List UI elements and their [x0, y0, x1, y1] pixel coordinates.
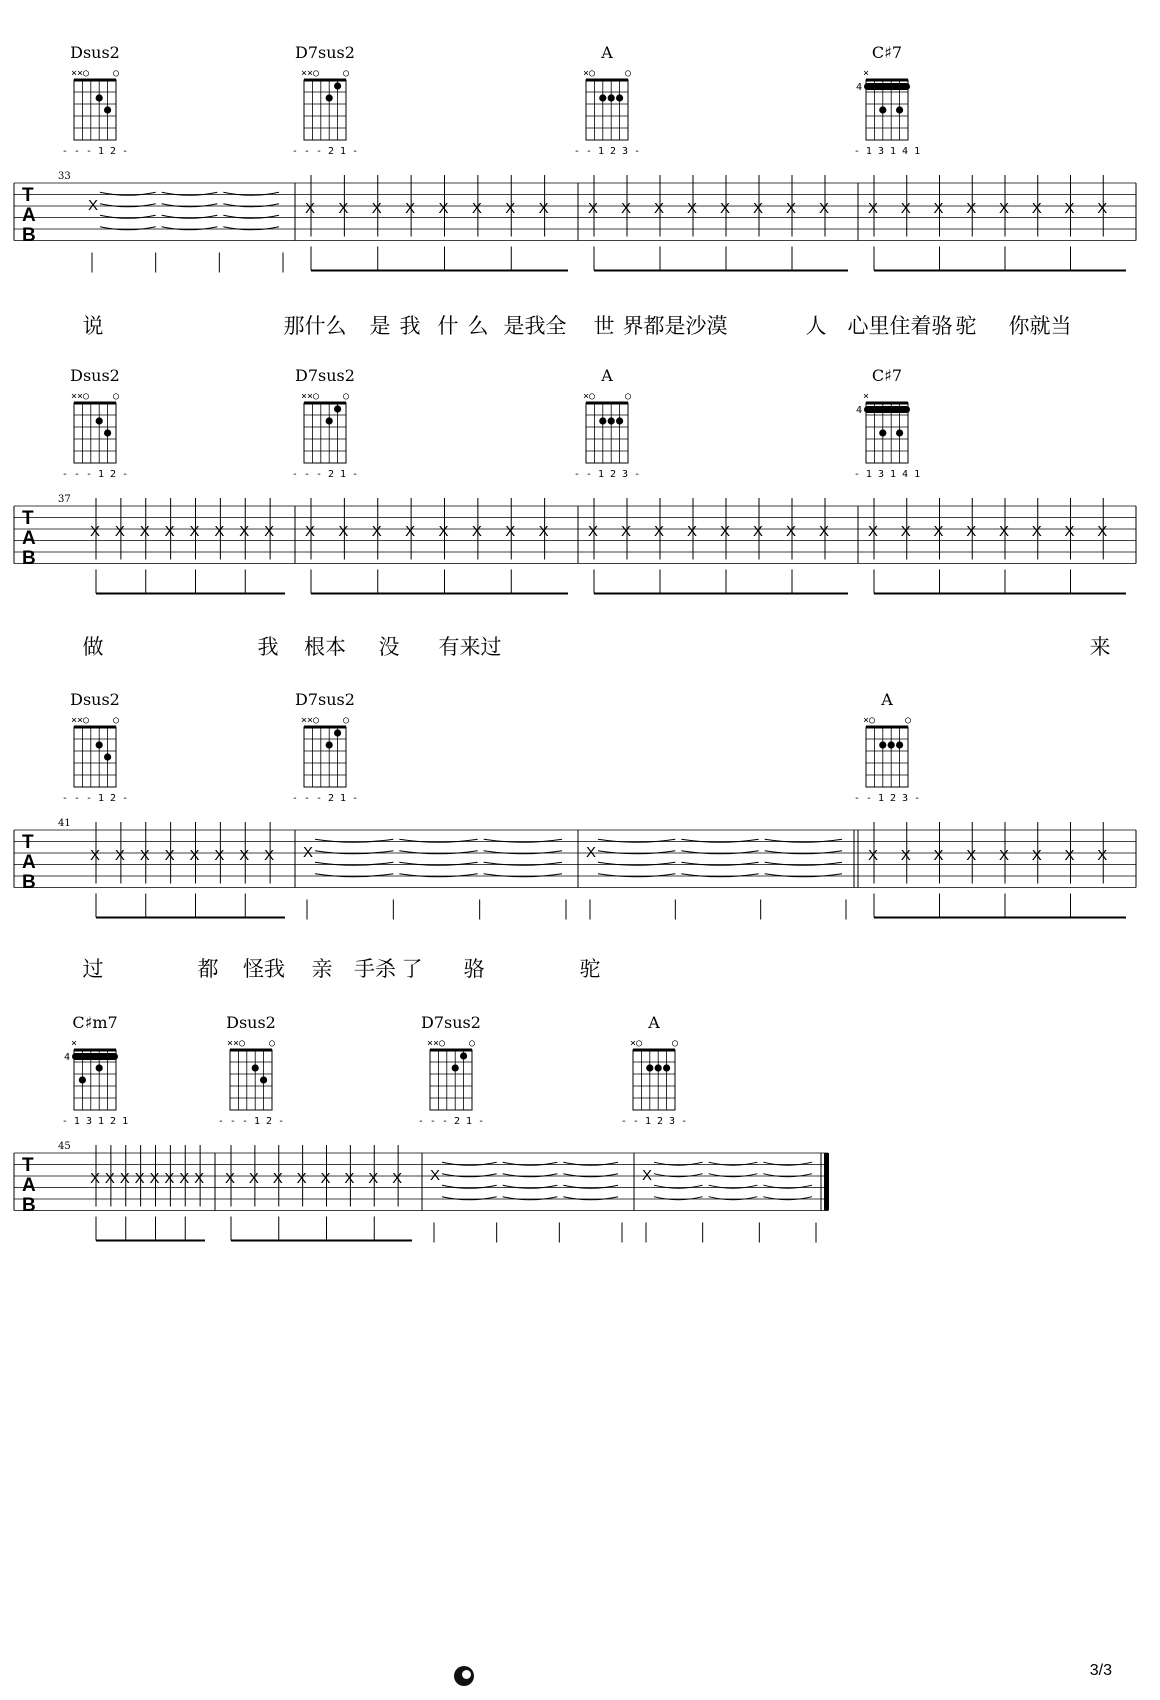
chord-name: C♯7: [871, 366, 903, 385]
tab-staff: [14, 818, 1136, 920]
strum-x: X: [392, 1169, 403, 1187]
strum-x: X: [538, 199, 549, 217]
strum-x: X: [214, 522, 225, 540]
strum-x: X: [104, 1169, 115, 1187]
finger-dot: [663, 1064, 670, 1071]
bar-number: 33: [58, 171, 71, 182]
strum-x: X: [1097, 199, 1108, 217]
finger-dot: [460, 1052, 467, 1059]
system-1: [14, 43, 1136, 338]
tab-clef-letter: B: [22, 548, 36, 569]
page-number: 3/3: [1089, 1662, 1112, 1679]
strum-x: X: [1097, 522, 1108, 540]
strum-x: X: [900, 522, 911, 540]
chord-diagram-D7sus2: [418, 1013, 484, 1127]
chord-diagram-Cs7: [854, 366, 920, 480]
lyric-syllable: 是: [369, 314, 391, 338]
tab-clef-letter: T: [22, 1155, 34, 1176]
strum-x: X: [868, 846, 879, 864]
finger-dot: [104, 753, 111, 760]
strum-x: X: [305, 522, 316, 540]
chord-diagram-Dsus2: [62, 690, 128, 804]
chord-diagram-A: [574, 366, 640, 480]
publisher-logo: [454, 1666, 474, 1686]
tab-clef-letter: T: [22, 832, 34, 853]
chord-name: A: [601, 43, 613, 62]
strum-x: X: [900, 846, 911, 864]
finger-dot: [896, 106, 903, 113]
finger-dot: [252, 1064, 259, 1071]
chord-grid: [430, 1050, 472, 1110]
strum-x: X: [1064, 522, 1075, 540]
chord-grid: [586, 80, 628, 140]
muted-open-strings: ××○: [301, 391, 320, 402]
strum-x: X: [786, 199, 797, 217]
strum-x: X: [753, 522, 764, 540]
strum-x: X: [1064, 846, 1075, 864]
finger-dot: [334, 82, 341, 89]
muted-open-strings: ××○: [301, 68, 320, 79]
open-string-mark: ○: [113, 715, 120, 726]
tab-clef-letter: T: [22, 185, 34, 206]
strum-x: X: [966, 846, 977, 864]
strum-x: X: [438, 199, 449, 217]
strum-x: X: [239, 522, 250, 540]
chord-grid: [633, 1050, 675, 1110]
finger-dot: [326, 417, 333, 424]
finger-dot: [599, 94, 606, 101]
strum-x: X: [999, 199, 1010, 217]
strum-x: X: [149, 1169, 160, 1187]
strum-x: X: [1097, 846, 1108, 864]
muted-open-strings: ×○: [583, 68, 596, 79]
muted-open-strings: ×○: [630, 1038, 643, 1049]
chord-grid: [586, 403, 628, 463]
strum-x: X: [1031, 522, 1042, 540]
chord-diagram-Dsus2: [218, 1013, 284, 1127]
finger-dot: [646, 1064, 653, 1071]
chord-grid: [304, 403, 346, 463]
strum-x: X: [538, 522, 549, 540]
strum-x: X: [90, 846, 101, 864]
fret-label: 4: [856, 405, 863, 416]
fingering-label: - 1 3 1 2 1: [61, 1116, 129, 1127]
fingering-label: - - - 2 1 -: [291, 146, 359, 157]
muted-open-strings: ××○: [71, 391, 90, 402]
finger-dot: [616, 417, 623, 424]
fingering-label: - - - 1 2 -: [217, 1116, 285, 1127]
lyric-syllable: 界都是沙漠: [622, 314, 728, 338]
chord-name: D7sus2: [295, 366, 355, 385]
lyric-syllable: 什: [437, 314, 459, 338]
strum-x: X: [296, 1169, 307, 1187]
muted-open-strings: ××○: [71, 68, 90, 79]
barre: [864, 83, 910, 90]
barre: [864, 406, 910, 413]
chord-name: A: [881, 690, 893, 709]
strum-x: X: [189, 522, 200, 540]
strum-x: X: [405, 522, 416, 540]
strum-x: X: [134, 1169, 145, 1187]
open-string-mark: ○: [672, 1038, 679, 1049]
chord-diagram-Dsus2: [62, 43, 128, 157]
strum-x: X: [588, 522, 599, 540]
strum-x: X: [214, 846, 225, 864]
fret-label: 4: [856, 82, 863, 93]
open-string-mark: ○: [343, 68, 350, 79]
tab-clef-letter: T: [22, 508, 34, 529]
strum-x: X: [654, 522, 665, 540]
finger-dot: [888, 741, 895, 748]
strum-x: X: [338, 199, 349, 217]
lyric-syllable: 驼: [579, 957, 601, 981]
strum-x: X: [239, 846, 250, 864]
final-barline-thick: [824, 1153, 829, 1211]
strum-x: X: [966, 199, 977, 217]
finger-dot: [452, 1064, 459, 1071]
open-string-mark: ○: [625, 68, 632, 79]
muted-open-strings: ×○: [583, 391, 596, 402]
tab-staff: [14, 1141, 829, 1243]
chord-grid: [866, 727, 908, 787]
strum-x: X: [786, 522, 797, 540]
tab-clef-letter: B: [22, 1195, 36, 1216]
open-string-mark: ○: [905, 715, 912, 726]
lyric-syllable: 我: [399, 314, 421, 338]
strum-x: X: [900, 199, 911, 217]
strum-x: X: [933, 199, 944, 217]
lyric-syllable: 是我全: [503, 314, 567, 338]
lyric-syllable: 那什么: [283, 314, 347, 338]
muted-open-strings: ××○: [427, 1038, 446, 1049]
open-string-mark: ○: [625, 391, 632, 402]
muted-open-strings: ××○: [71, 715, 90, 726]
strum-x: X: [272, 1169, 283, 1187]
finger-dot: [608, 94, 615, 101]
strum-x: X: [264, 846, 275, 864]
open-string-mark: ○: [343, 715, 350, 726]
open-string-mark: ○: [469, 1038, 476, 1049]
strum-x: X: [303, 844, 314, 861]
strum-x: X: [438, 522, 449, 540]
lyric-syllable: 根本: [304, 635, 346, 659]
open-string-mark: ○: [113, 68, 120, 79]
tab-clef-letter: A: [22, 852, 36, 873]
finger-dot: [879, 106, 886, 113]
lyric-syllable: 来: [1089, 635, 1111, 659]
strum-x: X: [999, 846, 1010, 864]
strum-x: X: [999, 522, 1010, 540]
finger-dot: [96, 741, 103, 748]
strum-x: X: [225, 1169, 236, 1187]
strum-x: X: [320, 1169, 331, 1187]
strum-x: X: [194, 1169, 205, 1187]
strum-x: X: [471, 199, 482, 217]
system-3: [14, 690, 1136, 981]
lyric-syllable: 怪我: [243, 957, 285, 981]
fingering-label: - 1 3 1 4 1: [853, 469, 921, 480]
finger-dot: [616, 94, 623, 101]
strum-x: X: [1031, 846, 1042, 864]
chord-grid: [304, 727, 346, 787]
strum-x: X: [164, 846, 175, 864]
strum-x: X: [966, 522, 977, 540]
strum-x: X: [505, 199, 516, 217]
finger-dot: [79, 1076, 86, 1083]
finger-dot: [655, 1064, 662, 1071]
fingering-label: - 1 3 1 4 1: [853, 146, 921, 157]
finger-dot: [334, 405, 341, 412]
chord-diagram-Dsus2: [62, 366, 128, 480]
chord-grid: [304, 80, 346, 140]
muted-open-strings: ××○: [227, 1038, 246, 1049]
finger-dot: [104, 106, 111, 113]
tab-clef-letter: A: [22, 528, 36, 549]
strum-x: X: [344, 1169, 355, 1187]
strum-x: X: [405, 199, 416, 217]
strum-x: X: [621, 199, 632, 217]
bar-number: 45: [58, 1141, 71, 1152]
lyric-syllable: 我: [257, 635, 279, 659]
muted-open-strings: ×: [863, 391, 870, 402]
tab-clef-letter: B: [22, 225, 36, 246]
fret-label: 4: [64, 1052, 71, 1063]
strum-x: X: [164, 522, 175, 540]
strum-x: X: [264, 522, 275, 540]
muted-open-strings: ××○: [301, 715, 320, 726]
lyric-syllable: 么: [467, 314, 489, 338]
chord-name: C♯m7: [72, 1013, 118, 1032]
system-2: [14, 366, 1136, 659]
strum-x: X: [338, 522, 349, 540]
chord-name: D7sus2: [295, 43, 355, 62]
strum-x: X: [305, 199, 316, 217]
fingering-label: - - - 1 2 -: [61, 793, 129, 804]
strum-x: X: [642, 1167, 653, 1184]
open-string-mark: ○: [113, 391, 120, 402]
open-string-mark: ○: [343, 391, 350, 402]
chord-name: D7sus2: [421, 1013, 481, 1032]
strum-x: X: [90, 522, 101, 540]
strum-x: X: [819, 199, 830, 217]
muted-open-strings: ×: [863, 68, 870, 79]
strum-x: X: [687, 199, 698, 217]
strum-x: X: [139, 846, 150, 864]
strum-x: X: [114, 522, 125, 540]
tab-clef-letter: B: [22, 872, 36, 893]
chord-diagram-A: [854, 690, 920, 804]
chord-diagram-D7sus2: [292, 690, 358, 804]
finger-dot: [260, 1076, 267, 1083]
tab-staff: [14, 171, 1136, 273]
strum-x: X: [179, 1169, 190, 1187]
strum-x: X: [687, 522, 698, 540]
chord-diagram-A: [621, 1013, 687, 1127]
barre: [72, 1053, 118, 1060]
chord-diagram-Csm7: [62, 1013, 128, 1127]
strum-x: X: [586, 844, 597, 861]
strum-x: X: [430, 1167, 441, 1184]
lyric-syllable: 没: [378, 635, 400, 659]
finger-dot: [104, 429, 111, 436]
chord-name: C♯7: [871, 43, 903, 62]
lyric-syllable: 人: [805, 314, 827, 338]
fingering-label: - - - 2 1 -: [291, 793, 359, 804]
chord-name: Dsus2: [226, 1013, 276, 1032]
fingering-label: - - 1 2 3 -: [620, 1116, 688, 1127]
lyric-syllable: 过: [82, 957, 104, 981]
tab-clef-letter: A: [22, 205, 36, 226]
fingering-label: - - 1 2 3 -: [573, 146, 641, 157]
fingering-label: - - 1 2 3 -: [853, 793, 921, 804]
fingering-label: - - - 2 1 -: [291, 469, 359, 480]
strum-x: X: [933, 522, 944, 540]
finger-dot: [326, 94, 333, 101]
lyric-syllable: 亲: [311, 957, 333, 981]
strum-x: X: [189, 846, 200, 864]
strum-x: X: [119, 1169, 130, 1187]
finger-dot: [879, 429, 886, 436]
lyric-syllable: 骆: [463, 957, 485, 981]
finger-dot: [599, 417, 606, 424]
lyric-syllable: 说: [82, 314, 104, 338]
lyric-syllable: 你就当: [1008, 314, 1072, 338]
strum-x: X: [621, 522, 632, 540]
lyric-syllable: 有来过: [438, 635, 502, 659]
chord-diagram-D7sus2: [292, 366, 358, 480]
strum-x: X: [868, 199, 879, 217]
strum-x: X: [114, 846, 125, 864]
fingering-label: - - 1 2 3 -: [573, 469, 641, 480]
chord-name: Dsus2: [70, 366, 120, 385]
lyric-syllable: 了: [401, 957, 423, 981]
system-4: [14, 1013, 829, 1243]
strum-x: X: [588, 199, 599, 217]
strum-x: X: [1031, 199, 1042, 217]
chord-name: Dsus2: [70, 690, 120, 709]
tab-staff: [14, 494, 1136, 594]
fingering-label: - - - 2 1 -: [417, 1116, 485, 1127]
strum-x: X: [371, 522, 382, 540]
strum-x: X: [88, 197, 99, 214]
strum-x: X: [753, 199, 764, 217]
finger-dot: [96, 1064, 103, 1071]
lyric-syllable: 世: [593, 314, 615, 338]
chord-name: A: [648, 1013, 660, 1032]
fingering-label: - - - 1 2 -: [61, 469, 129, 480]
strum-x: X: [139, 522, 150, 540]
strum-x: X: [164, 1169, 175, 1187]
muted-open-strings: ×: [71, 1038, 78, 1049]
strum-x: X: [248, 1169, 259, 1187]
finger-dot: [96, 417, 103, 424]
strum-x: X: [819, 522, 830, 540]
finger-dot: [326, 741, 333, 748]
muted-open-strings: ×○: [863, 715, 876, 726]
strum-x: X: [933, 846, 944, 864]
strum-x: X: [371, 199, 382, 217]
tab-clef-letter: A: [22, 1175, 36, 1196]
lyric-syllable: 驼: [955, 314, 977, 338]
strum-x: X: [505, 522, 516, 540]
lyric-syllable: 手杀: [354, 957, 396, 981]
strum-x: X: [90, 1169, 101, 1187]
open-string-mark: ○: [269, 1038, 276, 1049]
lyric-syllable: 心里住着骆: [847, 314, 953, 338]
strum-x: X: [868, 522, 879, 540]
strum-x: X: [720, 199, 731, 217]
lyric-syllable: 都: [197, 957, 219, 981]
chord-diagram-Cs7: [854, 43, 920, 157]
strum-x: X: [471, 522, 482, 540]
strum-x: X: [654, 199, 665, 217]
finger-dot: [608, 417, 615, 424]
fingering-label: - - - 1 2 -: [61, 146, 129, 157]
finger-dot: [334, 729, 341, 736]
chord-diagram-D7sus2: [292, 43, 358, 157]
strum-x: X: [368, 1169, 379, 1187]
bar-number: 37: [58, 494, 71, 505]
chord-name: A: [601, 366, 613, 385]
finger-dot: [879, 741, 886, 748]
chord-diagram-A: [574, 43, 640, 157]
lyric-syllable: 做: [82, 635, 104, 659]
finger-dot: [896, 429, 903, 436]
strum-x: X: [1064, 199, 1075, 217]
finger-dot: [896, 741, 903, 748]
finger-dot: [96, 94, 103, 101]
strum-x: X: [720, 522, 731, 540]
chord-name: D7sus2: [295, 690, 355, 709]
bar-number: 41: [58, 818, 71, 829]
chord-name: Dsus2: [70, 43, 120, 62]
